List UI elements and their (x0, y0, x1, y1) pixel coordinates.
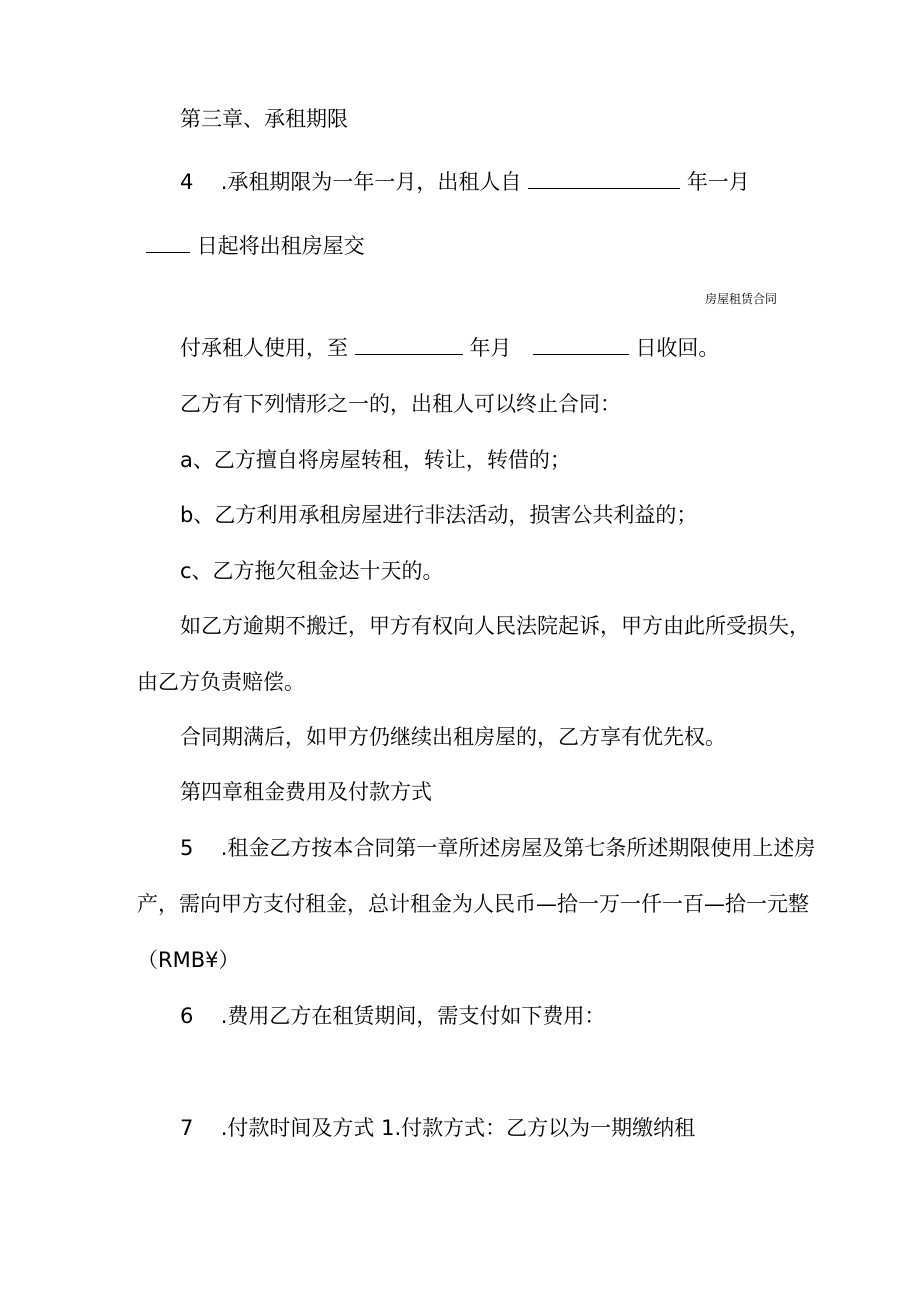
priority-text: 合同期满后，如甲方仍继续出租房屋的，乙方享有优先权。 (180, 725, 726, 749)
item-a (180, 446, 571, 474)
clause4-part3: 日起将出租房屋交 (196, 234, 365, 258)
clause4-part2: 年一月 (686, 170, 750, 194)
clause5-line2 (137, 890, 809, 918)
clause4-number: 4 (180, 170, 194, 194)
clause4-line2 (146, 232, 365, 260)
clause5-line1 (180, 834, 815, 862)
header-note-text: 房屋租赁合同 (705, 292, 778, 306)
chapter3-title (180, 105, 348, 133)
overdue-line1 (180, 612, 810, 640)
start-year-blank (528, 168, 680, 189)
overdue-line2 (137, 668, 305, 696)
termination-intro-text: 乙方有下列情形之一的，出租人可以终止合同： (180, 392, 621, 416)
item-b (180, 501, 697, 529)
overdue-line1-text: 如乙方逾期不搬迁，甲方有权向人民法院起诉，甲方由此所受损失， (180, 614, 810, 638)
end-year-blank (355, 334, 463, 355)
clause5-line1-text: .租金乙方按本合同第一章所述房屋及第七条所述期限使用上述房 (220, 836, 816, 860)
clause7-number: 7 (180, 1116, 194, 1140)
end-day-blank (533, 334, 629, 355)
header-note (705, 291, 777, 307)
chapter4-title (180, 778, 432, 806)
clause4-part1: .承租期限为一年一月，出租人自 (220, 170, 522, 194)
clause4-line3 (180, 334, 719, 362)
chapter3-title-text: 第三章、承租期限 (180, 107, 348, 131)
clause6-number: 6 (180, 1004, 194, 1028)
start-day-blank (146, 232, 190, 253)
clause6-text: .费用乙方在租赁期间，需支付如下费用： (220, 1004, 606, 1028)
clause4-part5: 年月 (469, 336, 512, 360)
termination-intro (180, 390, 621, 418)
item-c-text: c、乙方拖欠租金达十天的。 (180, 559, 444, 583)
clause5-line2-text: 产，需向甲方支付租金，总计租金为人民币—拾一万一仟一百—拾一元整 (137, 892, 809, 916)
clause7-text: .付款时间及方式 1.付款方式：乙方以为一期缴纳租 (220, 1116, 696, 1140)
clause5-number: 5 (180, 836, 194, 860)
item-b-text: b、乙方利用承租房屋进行非法活动，损害公共利益的； (180, 503, 698, 527)
clause7 (180, 1114, 695, 1142)
clause6 (180, 1002, 605, 1030)
clause4-part6: 日收回。 (635, 336, 720, 360)
clause4-part4: 付承租人使用，至 (180, 336, 348, 360)
item-a-text: a、乙方擅自将房屋转租，转让，转借的； (180, 448, 571, 472)
chapter4-title-text: 第四章租金费用及付款方式 (180, 780, 432, 804)
priority-clause (180, 723, 726, 751)
clause5-line3 (137, 946, 239, 974)
clause5-line3-text: （RMB¥） (137, 948, 240, 972)
item-c (180, 557, 444, 585)
overdue-line2-text: 由乙方负责赔偿。 (137, 670, 305, 694)
clause4-line1 (180, 168, 750, 196)
